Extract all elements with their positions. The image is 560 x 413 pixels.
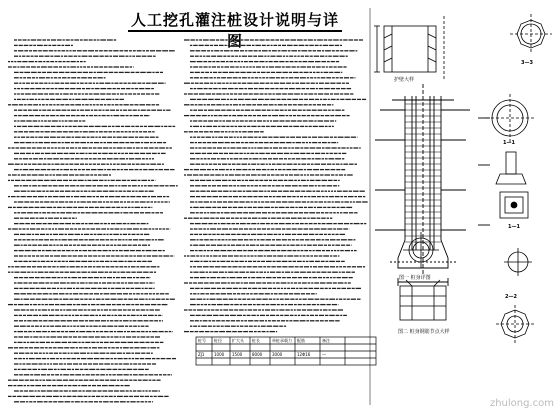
table-cell-4: 3000 <box>272 352 283 357</box>
pile-cap-detail <box>500 192 528 218</box>
guard-wall-detail <box>374 16 444 80</box>
table-header-0: 桩号 <box>198 338 206 343</box>
table-cell-3: 8000 <box>252 352 263 357</box>
table-cell-5: 12Φ16 <box>297 352 311 357</box>
pile-long-section <box>375 84 490 286</box>
table-header-5: 配筋 <box>297 338 305 343</box>
section-11b-label: 1—1 <box>508 224 520 230</box>
table-header-3: 桩长 <box>252 338 260 343</box>
table-cell-0: ZJ1 <box>198 352 205 357</box>
figure-1-caption: 图一 桩身详图 <box>399 275 431 281</box>
section-11-label: 1—1 <box>503 140 515 146</box>
section-11-circle <box>486 94 534 184</box>
sheet-title: 人工挖孔灌注桩设计说明与详图 <box>130 11 339 50</box>
guard-wall-label: 护壁大样 <box>394 77 415 83</box>
table-header-4: 单桩承载力 <box>272 338 292 343</box>
table-header-1: 桩径 <box>214 338 222 343</box>
node-detail-drawing <box>400 280 446 320</box>
watermark: zhulong.com <box>489 398 554 409</box>
section-33-label: 3—3 <box>521 60 533 66</box>
section-33-drawing <box>510 14 552 54</box>
figure-2-caption: 图二 桩身钢筋节点大样 <box>398 329 450 335</box>
table-header-2: 扩大头 <box>232 338 244 343</box>
table-header-6: 备注 <box>322 338 330 343</box>
table-cell-6: — <box>322 352 326 357</box>
table-cell-1: 1000 <box>214 352 225 357</box>
table-cell-2: 1500 <box>232 352 243 357</box>
section-22-label: 2—2 <box>505 294 517 300</box>
